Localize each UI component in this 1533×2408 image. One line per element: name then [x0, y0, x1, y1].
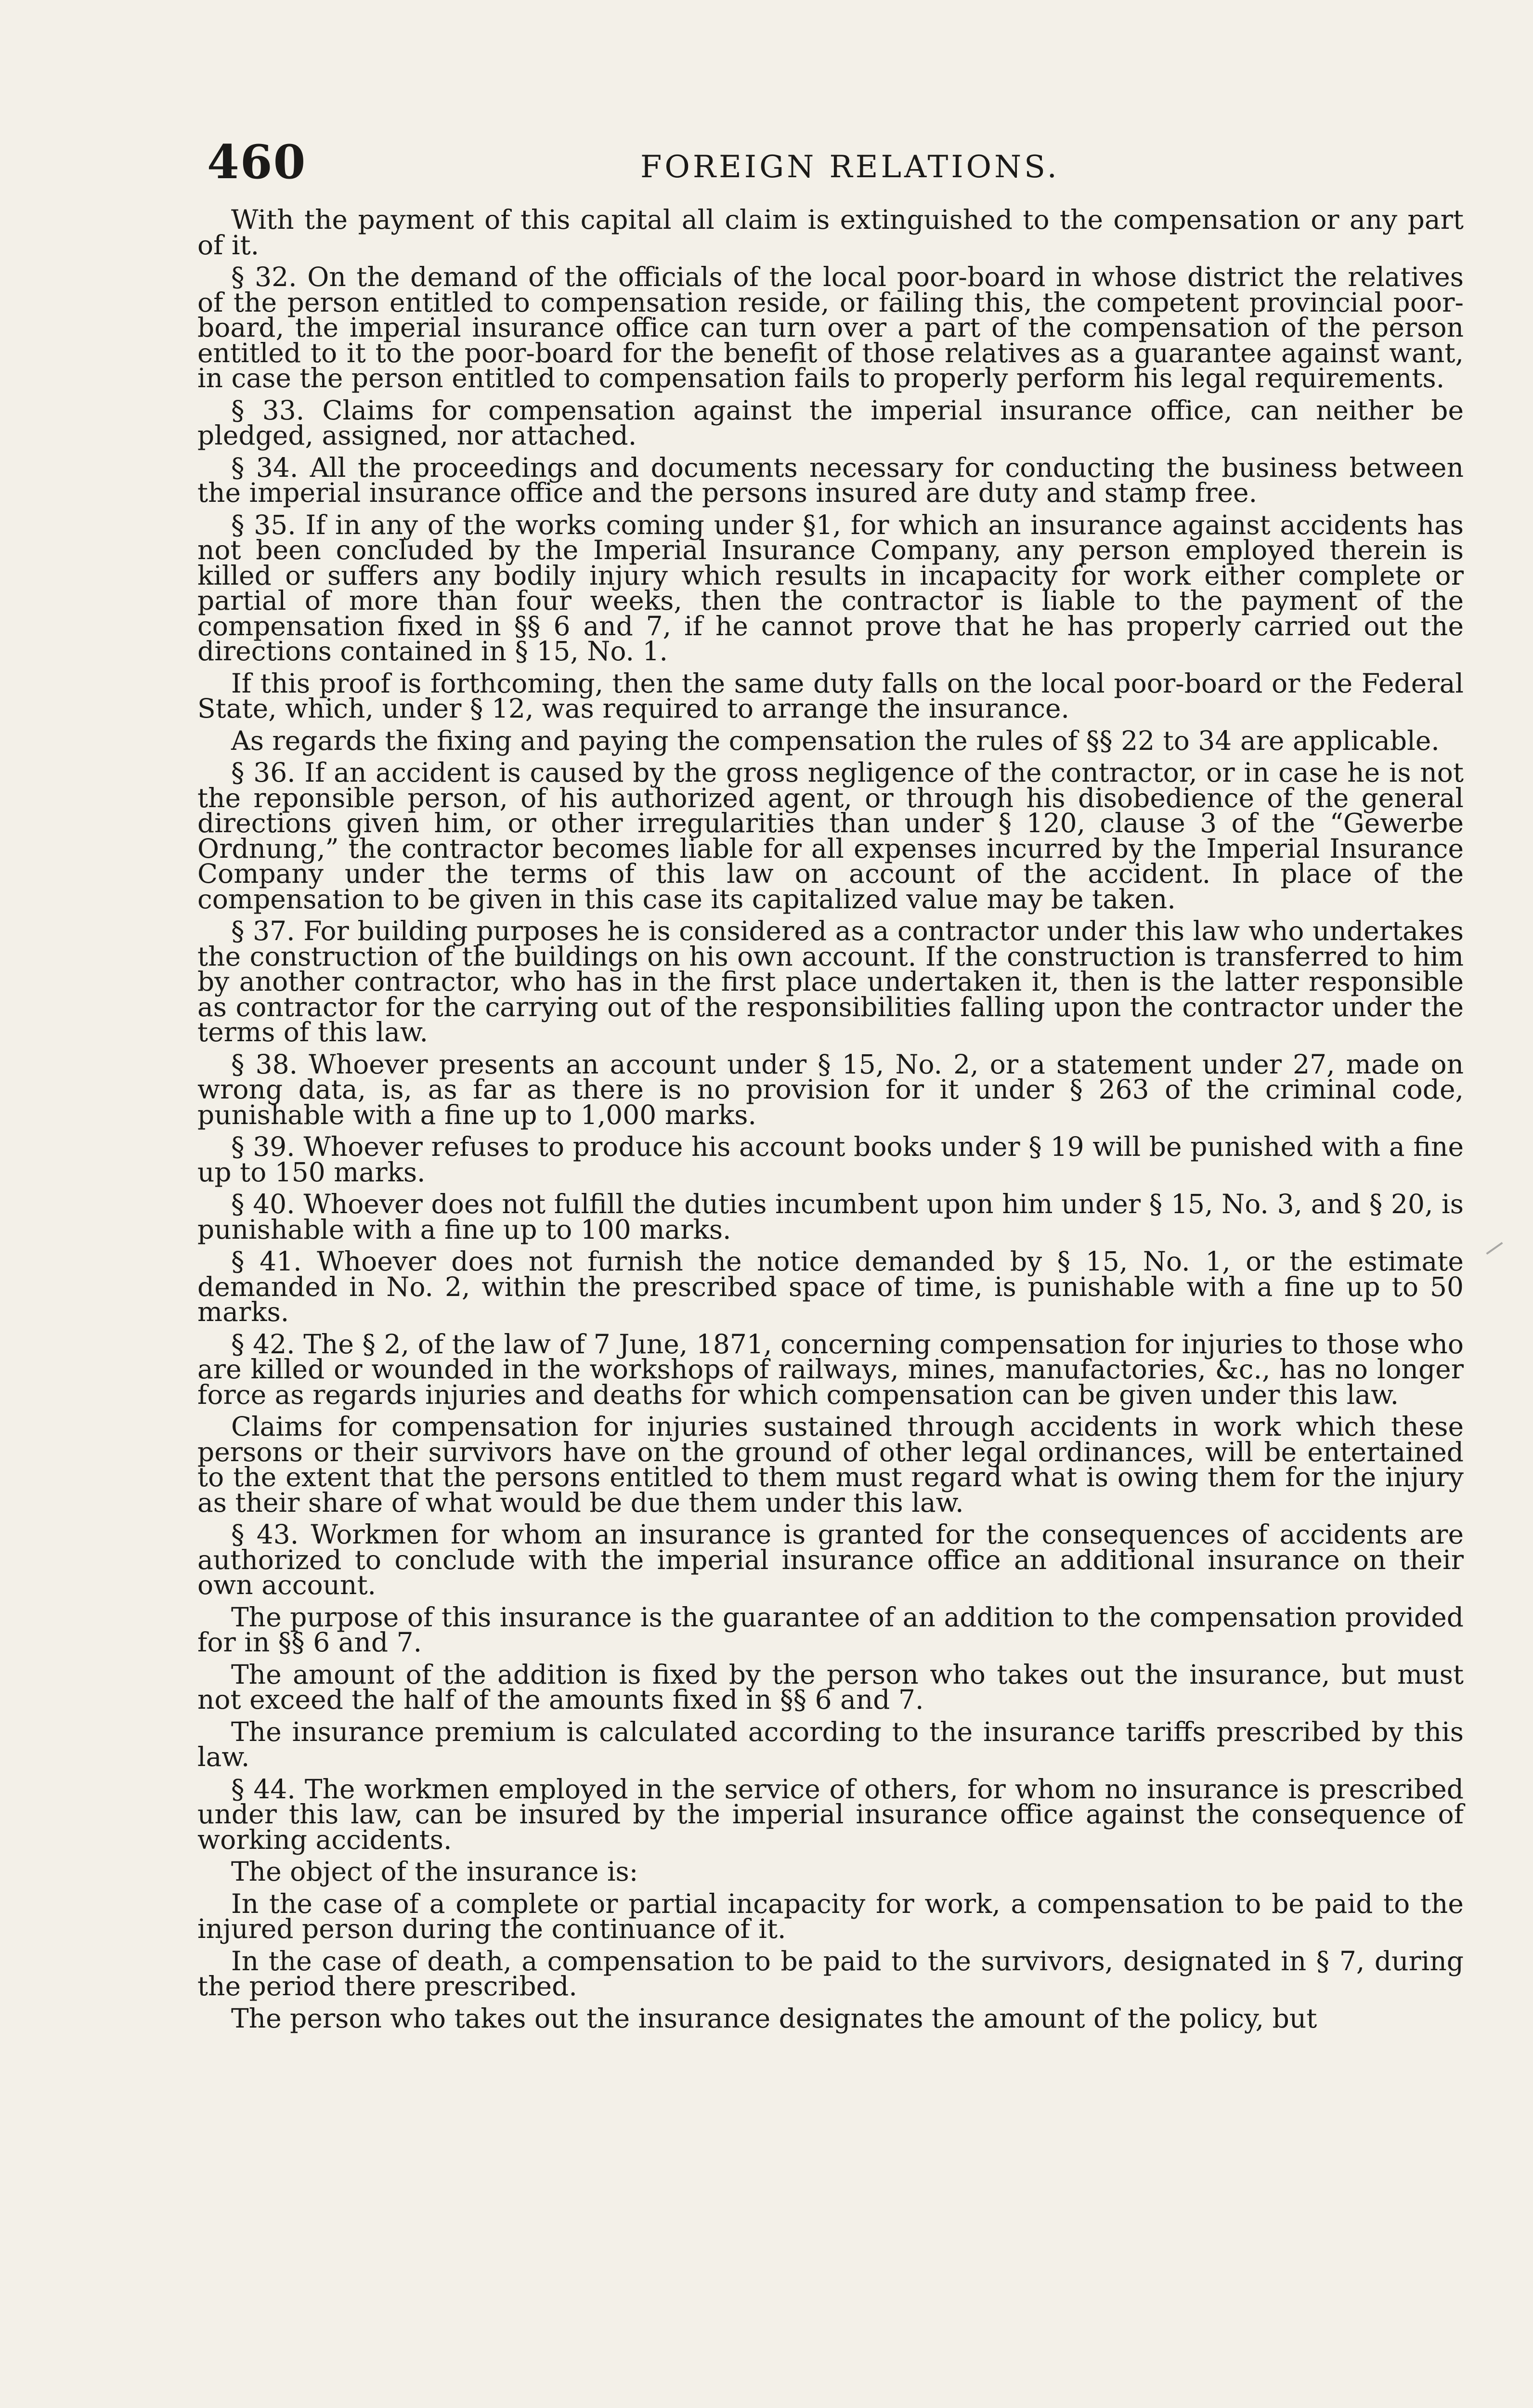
paragraph: The insurance premium is calculated according to the insurance tariffs prescribed by this law.	[197, 1716, 1464, 1772]
paragraph: § 35. If in any of the works coming under §1, for which an insurance against accidents has not been concluded by the Imperial Insurance Company, any person employed therein is killed or suffers any bodily injury which results in incapacity for work either complete or partial of more than four weeks, then the contractor is liable to the payment of the compensation fixed in §§ 6 and 7, if he cannot prove that he has properly carried out the directions contained in § 15, No. 1.	[197, 509, 1464, 667]
paragraph: In the case of death, a compensation to be paid to the survivors, designated in § 7, during the period there prescribed.	[197, 1945, 1464, 2002]
paragraph: § 43. Workmen for whom an insurance is granted for the consequences of accidents are authorized to conclude with the imperial insurance office an additional insurance on their own account.	[197, 1519, 1464, 1600]
paragraph: The object of the insurance is:	[231, 1856, 638, 1887]
paragraph: Claims for compensation for injuries sustained through accidents in work which these persons or their survivors have on the ground of other legal ordinances, will be entertained to the extent that the persons entitled to them must regard what is owing them for the injury as their share of what would be due them under this law.	[197, 1411, 1464, 1518]
page-header	[207, 130, 1459, 197]
paragraph: § 42. The § 2, of the law of 7 June, 1871, concerning compensation for injuries to those who are killed or wounded in the workshops of railways, mines, manufactories, &c., has no longer force as regards injuries and deaths for which compensation can be given under this law.	[197, 1328, 1464, 1410]
running-head: FOREIGN RELATIONS.	[640, 149, 1060, 185]
paragraph: § 36. If an accident is caused by the gross negligence of the contractor, or in case he is not the reponsible person, of his authorized agent, or through his disobedience of the general directions given him, or other irregularities than under § 120, clause 3 of the “Gewerbe Ordnung,” the contractor becomes liable for all expenses incurred by the Imperial Insurance Company under the terms of this law on account of the accident. In place of the compensation to be given in this case its capitalized value may be taken.	[197, 757, 1464, 915]
paragraph: With the payment of this capital all claim is extinguished to the compensation or any part of it.	[197, 204, 1464, 261]
paragraph: § 33. Claims for compensation against the imperial insurance office, can neither be pledged, assigned, nor attached.	[197, 394, 1464, 451]
paragraph: § 37. For building purposes he is considered as a contractor under this law who undertakes the construction of the buildings on his own account. If the construction is transferred to him by another contractor, who has in the first place undertaken it, then is the latter responsible as contractor for the carrying out of the responsibilities falling upon the contractor under the terms of this law.	[197, 916, 1464, 1047]
paragraph: § 39. Whoever refuses to produce his account books under § 19 will be punished with a fine up to 150 marks.	[197, 1131, 1464, 1188]
paragraph: § 34. All the proceedings and documents necessary for conducting the business between the imperial insurance office and the persons insured are duty and stamp free.	[197, 452, 1464, 508]
paragraph: § 40. Whoever does not fulfill the duties incumbent upon him under § 15, No. 3, and § 20, is punishable with a fine up to 100 marks.	[197, 1189, 1464, 1245]
paragraph: As regards the fixing and paying the compensation the rules of §§ 22 to 34 are applicable.	[231, 725, 1440, 756]
paragraph: In the case of a complete or partial incapacity for work, a compensation to be paid to the injured person during the continuance of it.	[197, 1888, 1464, 1944]
paragraph: The amount of the addition is fixed by the person who takes out the insurance, but must not exceed the half of the amounts fixed in §§ 6 and 7.	[197, 1659, 1464, 1715]
paragraph: § 44. The workmen employed in the service of others, for whom no insurance is prescribed under this law, can be insured by the imperial insurance office against the consequence of working accidents.	[197, 1773, 1464, 1855]
paragraph: § 38. Whoever presents an account under § 15, No. 2, or a statement under 27, made on wrong data, is, as far as there is no provision for it under § 263 of the criminal code, punishable with a fine up to 1,000 marks.	[197, 1048, 1464, 1130]
page-number: 460	[207, 135, 307, 189]
body-text	[197, 204, 1464, 2038]
paragraph: § 41. Whoever does not furnish the notice demanded by § 15, No. 1, or the estimate demanded in No. 2, within the prescribed space of time, is punishable with a fine up to 50 marks.	[197, 1246, 1464, 1327]
paragraph: The purpose of this insurance is the guarantee of an addition to the compensation provided for in §§ 6 and 7.	[197, 1601, 1464, 1658]
paragraph: § 32. On the demand of the officials of the local poor-board in whose district the relatives of the person entitled to compensation reside, or failing this, the competent provincial poor-board, the imperial insurance office can turn over a part of the compensation of the person entitled to it to the poor-board for the benefit of those relatives as a guarantee against want, in case the person entitled to compensation fails to properly perform his legal requirements.	[197, 262, 1464, 393]
paragraph: If this proof is forthcoming, then the same duty falls on the local poor-board or the Federal State, which, under § 12, was required to arrange the insurance.	[197, 667, 1464, 724]
paragraph: The person who takes out the insurance designates the amount of the policy, but	[231, 2002, 1317, 2034]
margin-mark	[1486, 1242, 1503, 1255]
